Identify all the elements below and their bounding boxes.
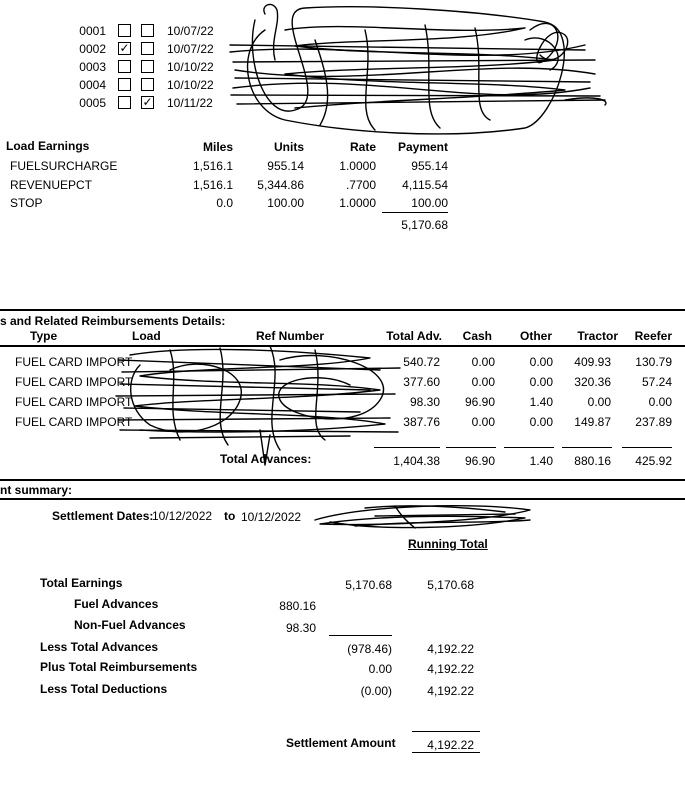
advance-reefer: 57.24 [641, 375, 672, 389]
advances-title: s and Related Reimbursements Details: [0, 314, 226, 328]
advance-type: FUEL CARD IMPORT [15, 415, 133, 429]
total-advances-reefer: 425.92 [635, 454, 672, 468]
other-header: Other [519, 329, 552, 343]
total-advances-other: 1.40 [529, 454, 553, 468]
settlement-date-to: 10/12/2022 [241, 510, 302, 524]
total-advances-label: Total Advances: [220, 452, 312, 466]
advance-type: FUEL CARD IMPORT [15, 375, 133, 389]
redaction-scribble [110, 340, 410, 470]
units-header: Units [274, 140, 304, 154]
advance-tractor: 409.93 [574, 355, 611, 369]
earning-rate: .7700 [345, 178, 376, 192]
trip-number: 0005 [79, 96, 106, 110]
trip-checkbox-1[interactable] [118, 78, 131, 91]
advance-total: 387.76 [403, 415, 440, 429]
plus-total-reimbursements-running: 4,192.22 [427, 662, 474, 676]
total-rule [504, 447, 554, 448]
total-earnings-label: Total Earnings [40, 576, 123, 590]
redaction-scribble [305, 500, 540, 535]
settlement-dates-label: Settlement Dates: [52, 509, 154, 523]
ref-number-header: Ref Number [256, 329, 325, 343]
less-total-deductions-running: 4,192.22 [427, 684, 474, 698]
advance-other: 0.00 [529, 375, 553, 389]
total-earnings-amount: 5,170.68 [345, 578, 392, 592]
advance-type: FUEL CARD IMPORT [15, 355, 133, 369]
advance-total: 540.72 [403, 355, 440, 369]
rate-header: Rate [349, 140, 376, 154]
reefer-header: Reefer [634, 329, 672, 343]
cash-header: Cash [462, 329, 492, 343]
total-rule [446, 447, 496, 448]
trip-checkbox-2[interactable]: ✓ [142, 95, 153, 109]
advance-tractor: 0.00 [587, 395, 611, 409]
trip-checkbox-1[interactable] [118, 60, 131, 73]
advance-cash: 96.90 [464, 395, 495, 409]
advance-tractor: 149.87 [574, 415, 611, 429]
advance-other: 1.40 [529, 395, 553, 409]
fuel-advances-amount: 880.16 [279, 599, 316, 613]
tractor-header: Tractor [577, 329, 618, 343]
trip-date: 10/07/22 [167, 24, 214, 38]
non-fuel-advances-amount: 98.30 [285, 621, 316, 635]
advance-tractor: 320.36 [574, 375, 611, 389]
advances-subtotal-rule [329, 635, 392, 636]
earning-rate: 1.0000 [339, 196, 376, 210]
trip-number: 0003 [79, 60, 106, 74]
advance-reefer: 0.00 [648, 395, 672, 409]
total-rule [622, 447, 672, 448]
earning-units: 100.00 [267, 196, 304, 210]
load-earnings-title: Load Earnings [6, 139, 90, 153]
advance-type: FUEL CARD IMPORT [15, 395, 133, 409]
less-total-advances-running: 4,192.22 [427, 642, 474, 656]
less-total-deductions-amount: (0.00) [360, 684, 392, 698]
earning-miles: 1,516.1 [192, 178, 233, 192]
section-divider [0, 309, 685, 311]
trip-date: 10/11/22 [167, 96, 213, 110]
total-advances-tractor: 880.16 [574, 454, 611, 468]
load-header: Load [132, 329, 161, 343]
earning-miles: 1,516.1 [192, 159, 233, 173]
trip-number: 0002 [79, 42, 106, 56]
advance-cash: 0.00 [471, 415, 495, 429]
trip-checkbox-1[interactable] [118, 96, 131, 109]
advance-cash: 0.00 [471, 375, 495, 389]
plus-total-reimbursements-label: Plus Total Reimbursements [40, 660, 198, 674]
settlement-to-label: to [224, 509, 236, 523]
earning-units: 5,344.86 [257, 178, 304, 192]
plus-total-reimbursements-amount: 0.00 [368, 662, 392, 676]
earning-name: FUELSURCHARGE [10, 159, 118, 173]
advance-reefer: 130.79 [635, 355, 672, 369]
earning-name: REVENUEPCT [10, 178, 93, 192]
earning-miles: 0.0 [216, 196, 233, 210]
earning-name: STOP [10, 196, 43, 210]
trip-number: 0004 [79, 78, 106, 92]
earnings-total-rule [382, 212, 448, 213]
trip-checkbox-2[interactable] [141, 60, 154, 73]
trip-checkbox-2[interactable] [141, 42, 154, 55]
earning-payment: 4,115.54 [402, 178, 448, 192]
total-advances-cash: 96.90 [464, 454, 495, 468]
trip-checkbox-2[interactable] [141, 24, 154, 37]
type-header: Type [30, 329, 58, 343]
trip-checkbox-2[interactable] [141, 78, 154, 91]
advance-other: 0.00 [529, 355, 553, 369]
advance-reefer: 237.89 [635, 415, 672, 429]
less-total-advances-amount: (978.46) [347, 642, 392, 656]
earnings-total: 5,170.68 [401, 218, 448, 232]
trip-checkbox-1[interactable] [118, 24, 131, 37]
settlement-rule-top [412, 731, 480, 732]
miles-header: Miles [202, 140, 233, 154]
running-total-label: Running Total [408, 537, 488, 551]
trip-date: 10/07/22 [167, 42, 214, 56]
earning-payment: 955.14 [411, 159, 448, 173]
total-advances-total: 1,404.38 [393, 454, 440, 468]
less-total-advances-label: Less Total Advances [40, 640, 159, 654]
payment-header: Payment [397, 140, 448, 154]
advance-other: 0.00 [529, 415, 553, 429]
redaction-scribble [225, 0, 615, 140]
advance-cash: 0.00 [471, 355, 495, 369]
summary-title: nt summary: [0, 483, 73, 497]
advance-total: 98.30 [409, 395, 440, 409]
earning-rate: 1.0000 [339, 159, 376, 173]
non-fuel-advances-label: Non-Fuel Advances [74, 618, 186, 632]
trip-number: 0001 [79, 24, 106, 38]
advance-total: 377.60 [403, 375, 440, 389]
fuel-advances-label: Fuel Advances [74, 597, 159, 611]
settlement-rule-bottom [412, 752, 480, 753]
trip-checkbox-1[interactable]: ✓ [119, 41, 130, 55]
total-earnings-running: 5,170.68 [427, 578, 474, 592]
trip-date: 10/10/22 [167, 78, 214, 92]
less-total-deductions-label: Less Total Deductions [40, 682, 168, 696]
section-divider [0, 479, 685, 481]
settlement-amount-label: Settlement Amount [286, 736, 396, 750]
total-rule [562, 447, 612, 448]
trip-date: 10/10/22 [167, 60, 214, 74]
settlement-amount-value: 4,192.22 [427, 738, 474, 752]
earning-units: 955.14 [267, 159, 304, 173]
total-adv-header: Total Adv. [386, 329, 442, 343]
earning-payment: 100.00 [411, 196, 448, 210]
settlement-date-from: 10/12/2022 [152, 509, 213, 523]
